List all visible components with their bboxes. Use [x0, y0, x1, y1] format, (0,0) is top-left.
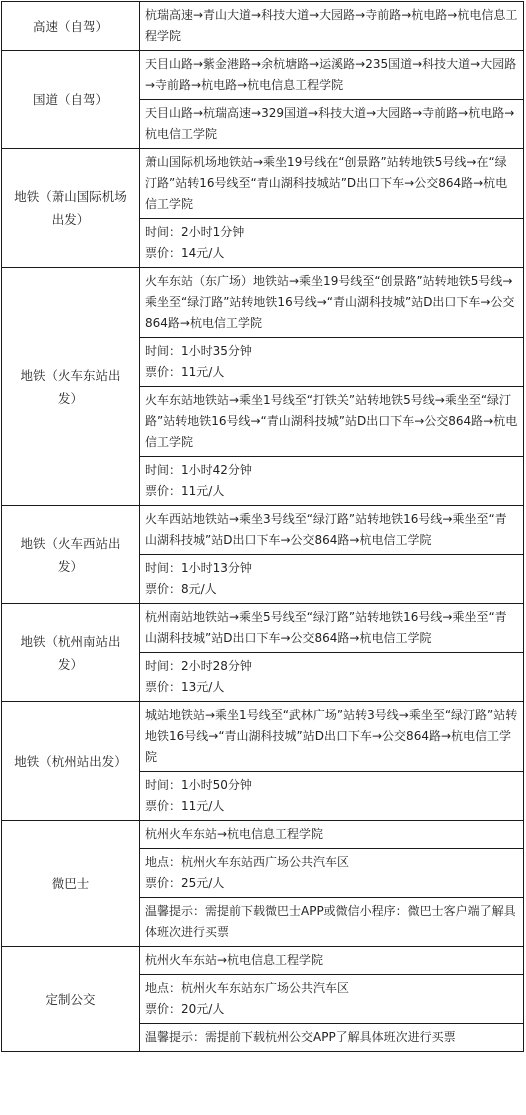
- route-detail-cell: [140, 219, 524, 268]
- detail-line: 火车东站（东广场）地铁站→乘坐19号线至“创景路”站转地铁5号线→乘坐至“绿汀路”站转地铁16号线→“青山湖科技城”站D出口下车→公交864路→杭电信工学院: [145, 274, 515, 330]
- detail-line: 温馨提示：需提前下载杭州公交APP了解具体班次进行买票: [145, 1030, 456, 1044]
- detail-line: 票价：13元/人: [145, 680, 225, 694]
- table-row: [2, 702, 524, 772]
- table-row: [2, 821, 524, 849]
- detail-line: 票价：11元/人: [145, 484, 225, 498]
- route-detail-cell: [140, 387, 524, 457]
- transport-mode-cell: 地铁（火车东站出发）: [2, 268, 140, 506]
- transport-mode-cell: 国道（自驾）: [2, 51, 140, 149]
- route-detail-cell: [140, 653, 524, 702]
- table-row: [2, 149, 524, 219]
- detail-line: 票价：8元/人: [145, 582, 217, 596]
- table-row: [2, 51, 524, 100]
- route-detail-cell: [140, 2, 524, 51]
- transport-mode-cell: 地铁（杭州南站出发）: [2, 604, 140, 702]
- detail-line: 温馨提示：需提前下载微巴士APP或微信小程序：微巴士客户端了解具体班次进行买票: [145, 904, 516, 939]
- detail-line: 城站地铁站→乘坐1号线至“武林广场”站转3号线→乘坐至“绿汀路”站转地铁16号线→“青山湖科技城”站D出口下车→公交864路→杭电信工学院: [145, 708, 518, 764]
- table-row: [2, 506, 524, 555]
- detail-line: 杭州南站地铁站→乘坐5号线至“绿汀路”站转地铁16号线→乘坐至“青山湖科技城”站D出口下车→公交864路→杭电信工学院: [145, 610, 507, 645]
- detail-line: 时间：1小时50分钟: [145, 778, 252, 792]
- transport-mode-cell: 地铁（火车西站出发）: [2, 506, 140, 604]
- detail-line: 地点：杭州火车东站西广场公共汽车区: [145, 855, 350, 869]
- route-detail-cell: [140, 338, 524, 387]
- detail-line: 火车东站地铁站→乘坐1号线至“打铁关”站转地铁5号线→乘坐至“绿汀路”站转地铁16号线→“青山湖科技城”站D出口下车→公交864路→杭电信工学院: [145, 393, 518, 449]
- route-detail-cell: [140, 702, 524, 772]
- route-detail-cell: [140, 555, 524, 604]
- detail-line: 票价：14元/人: [145, 246, 225, 260]
- detail-line: 票价：20元/人: [145, 1002, 225, 1016]
- detail-line: 萧山国际机场地铁站→乘坐19号线在“创景路”站转地铁5号线→在“绿汀路”站转16号线至“青山湖科技城站”D出口下车→公交864路→杭电信工学院: [145, 155, 508, 211]
- transport-mode-cell: 微巴士: [2, 821, 140, 947]
- route-detail-cell: [140, 51, 524, 100]
- transport-mode-cell: 定制公交: [2, 947, 140, 1052]
- table-row: [2, 604, 524, 653]
- route-detail-cell: [140, 100, 524, 149]
- detail-line: 时间：2小时28分钟: [145, 659, 252, 673]
- route-detail-cell: [140, 149, 524, 219]
- detail-line: 时间：2小时1分钟: [145, 225, 245, 239]
- route-detail-cell: [140, 898, 524, 947]
- route-detail-cell: [140, 849, 524, 898]
- detail-line: 天目山路→杭瑞高速→329国道→科技大道→大园路→寺前路→杭电路→杭电信工学院: [145, 106, 515, 141]
- routes-table-body: [2, 2, 524, 1052]
- table-row: [2, 268, 524, 338]
- transport-mode-cell: 地铁（萧山国际机场出发）: [2, 149, 140, 268]
- detail-line: 火车西站地铁站→乘坐3号线至“绿汀路”站转地铁16号线→乘坐至“青山湖科技城”站D出口下车→公交864路→杭电信工学院: [145, 512, 507, 547]
- transport-mode-cell: 地铁（杭州站出发）: [2, 702, 140, 821]
- detail-line: 票价：11元/人: [145, 799, 225, 813]
- route-detail-cell: [140, 604, 524, 653]
- route-detail-cell: [140, 947, 524, 975]
- detail-line: 杭瑞高速→青山大道→科技大道→大园路→寺前路→杭电路→杭电信息工程学院: [145, 8, 518, 43]
- route-detail-cell: [140, 268, 524, 338]
- route-detail-cell: [140, 772, 524, 821]
- route-detail-cell: [140, 457, 524, 506]
- route-detail-cell: [140, 506, 524, 555]
- transport-routes-table: [1, 1, 524, 1052]
- detail-line: 天目山路→紫金港路→余杭塘路→运溪路→235国道→科技大道→大园路→寺前路→杭电路→杭电信息工程学院: [145, 57, 517, 92]
- detail-line: 时间：1小时13分钟: [145, 561, 252, 575]
- detail-line: 杭州火车东站→杭电信息工程学院: [145, 827, 324, 841]
- route-detail-cell: [140, 975, 524, 1024]
- transport-mode-cell: 高速（自驾）: [2, 2, 140, 51]
- detail-line: 票价：11元/人: [145, 365, 225, 379]
- detail-line: 杭州火车东站→杭电信息工程学院: [145, 953, 324, 967]
- table-row: [2, 947, 524, 975]
- detail-line: 地点：杭州火车东站东广场公共汽车区: [145, 981, 350, 995]
- table-row: [2, 2, 524, 51]
- route-detail-cell: [140, 821, 524, 849]
- route-detail-cell: [140, 1024, 524, 1052]
- detail-line: 票价：25元/人: [145, 876, 225, 890]
- detail-line: 时间：1小时35分钟: [145, 344, 252, 358]
- detail-line: 时间：1小时42分钟: [145, 463, 252, 477]
